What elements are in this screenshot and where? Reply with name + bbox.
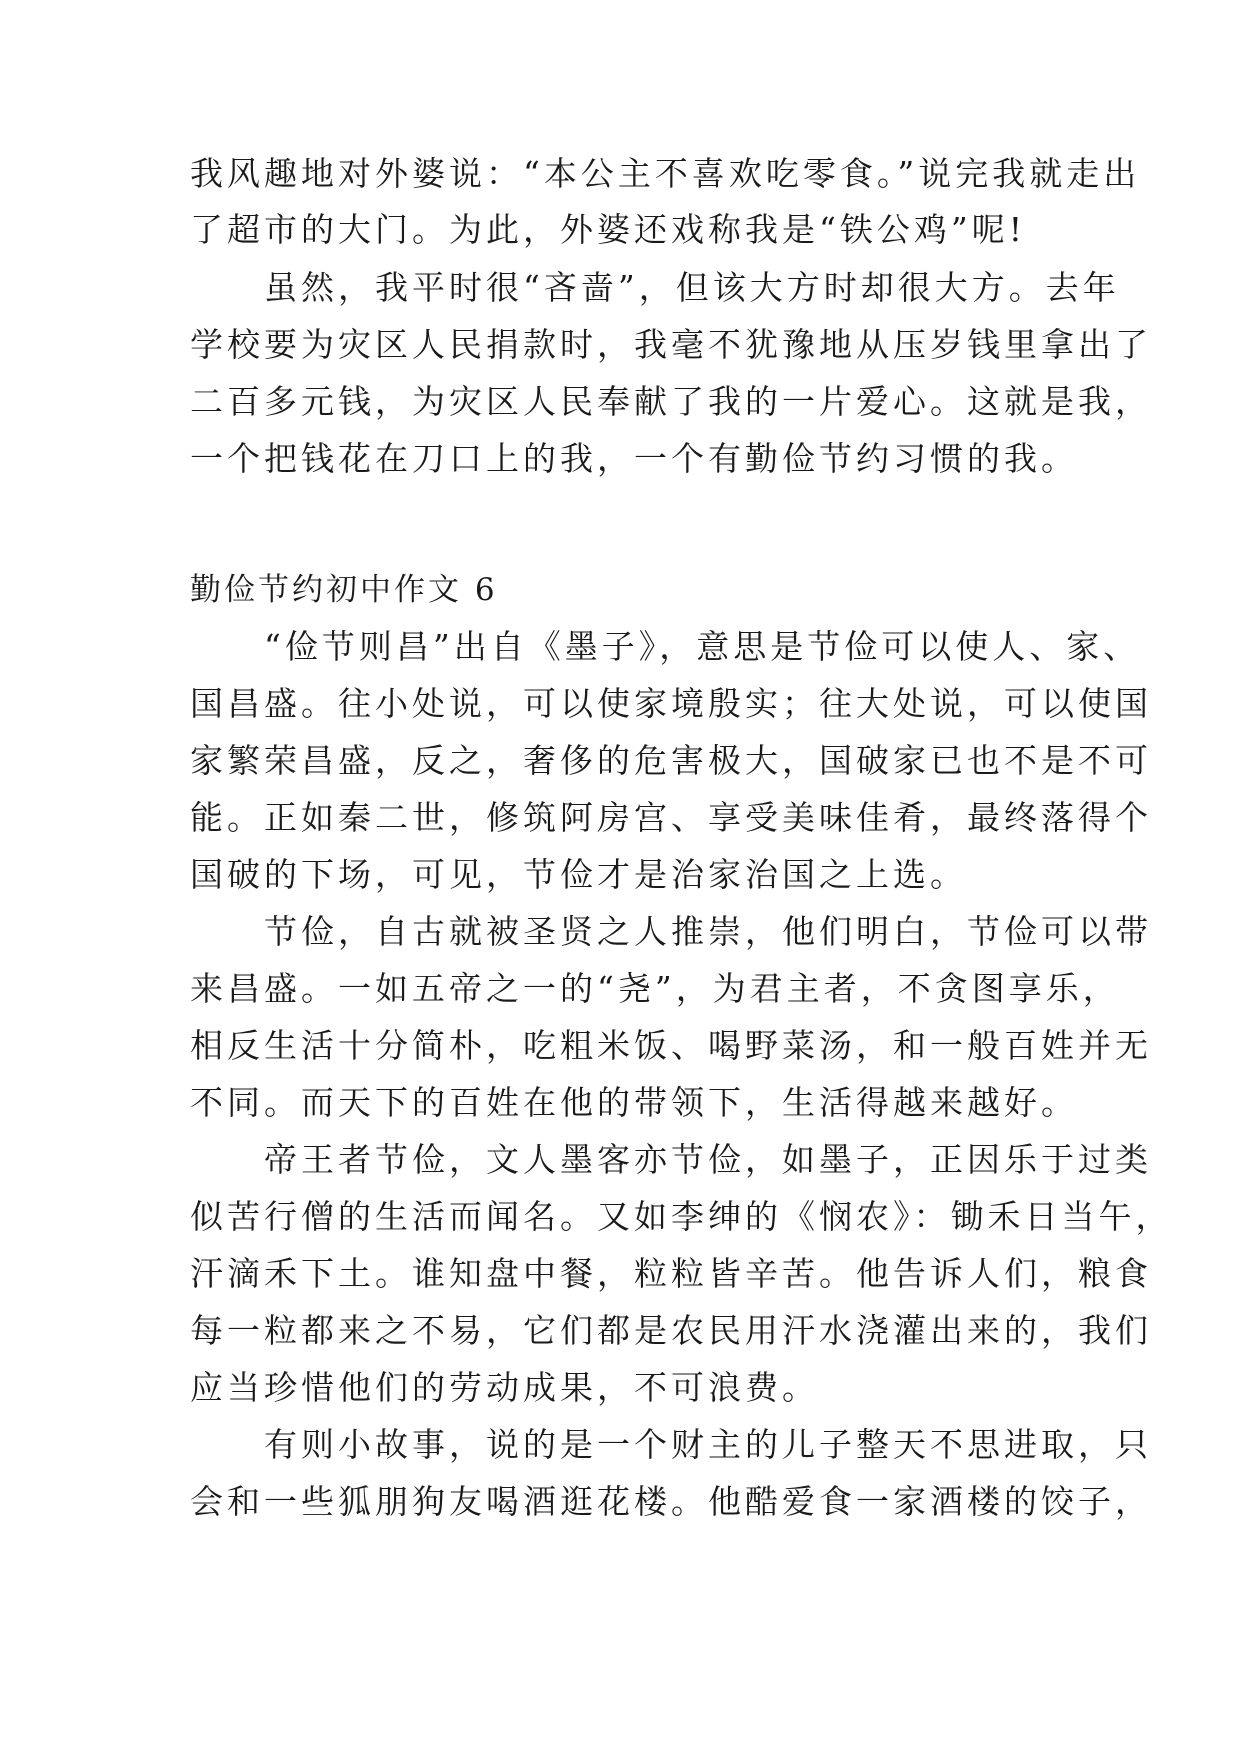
text-line: 每一粒都来之不易，它们都是农民用汗水浇灌出来的，我们	[190, 1311, 1152, 1350]
text-line: 虽然，我平时很“吝啬”，但该大方时却很大方。去年	[190, 268, 1120, 307]
text-line: 家繁荣昌盛，反之，奢侈的危害极大，国破家已也不是不可	[190, 741, 1152, 780]
text-line: 有则小故事，说的是一个财主的儿子整天不思进取，只	[190, 1425, 1152, 1464]
text-line: 帝王者节俭，文人墨客亦节俭，如墨子，正因乐于过类	[190, 1140, 1152, 1179]
text-line: 一个把钱花在刀口上的我，一个有勤俭节约习惯的我。	[190, 439, 1078, 478]
text-line: 学校要为灾区人民捐款时，我毫不犹豫地从压岁钱里拿出了	[190, 325, 1152, 364]
text-line: 似苦行僧的生活而闻名。又如李绅的《悯农》：锄禾日当午，	[190, 1197, 1173, 1236]
text-line: 国破的下场，可见，节俭才是治家治国之上选。	[190, 855, 967, 894]
text-line: 应当珍惜他们的劳动成果，不可浪费。	[190, 1368, 819, 1407]
section-heading: 勤俭节约初中作文 6	[190, 572, 498, 608]
text-line: 会和一些狐朋狗友喝酒逛花楼。他酷爱食一家酒楼的饺子，	[190, 1482, 1152, 1521]
text-line: 二百多元钱，为灾区人民奉献了我的一片爱心。这就是我，	[190, 382, 1152, 421]
text-line: 相反生活十分简朴，吃粗米饭、喝野菜汤，和一般百姓并无	[190, 1026, 1152, 1065]
text-line: “俭节则昌”出自《墨子》，意思是节俭可以使人、家、	[190, 627, 1141, 666]
text-line: 节俭，自古就被圣贤之人推崇，他们明白，节俭可以带	[190, 912, 1152, 951]
text-line: 我风趣地对外婆说：“本公主不喜欢吃零食。”说完我就走出	[190, 154, 1141, 193]
text-line: 国昌盛。往小处说，可以使家境殷实；往大处说，可以使国	[190, 684, 1152, 723]
text-line: 汗滴禾下土。谁知盘中餐，粒粒皆辛苦。他告诉人们，粮食	[190, 1254, 1152, 1293]
text-line: 了超市的大门。为此，外婆还戏称我是“铁公鸡”呢!	[190, 210, 1027, 249]
text-line: 不同。而天下的百姓在他的带领下，生活得越来越好。	[190, 1083, 1078, 1122]
text-line: 来昌盛。一如五帝之一的“尧”，为君主者，不贪图享乐，	[190, 969, 1120, 1008]
text-line: 能。正如秦二世，修筑阿房宫、享受美味佳肴，最终落得个	[190, 798, 1152, 837]
